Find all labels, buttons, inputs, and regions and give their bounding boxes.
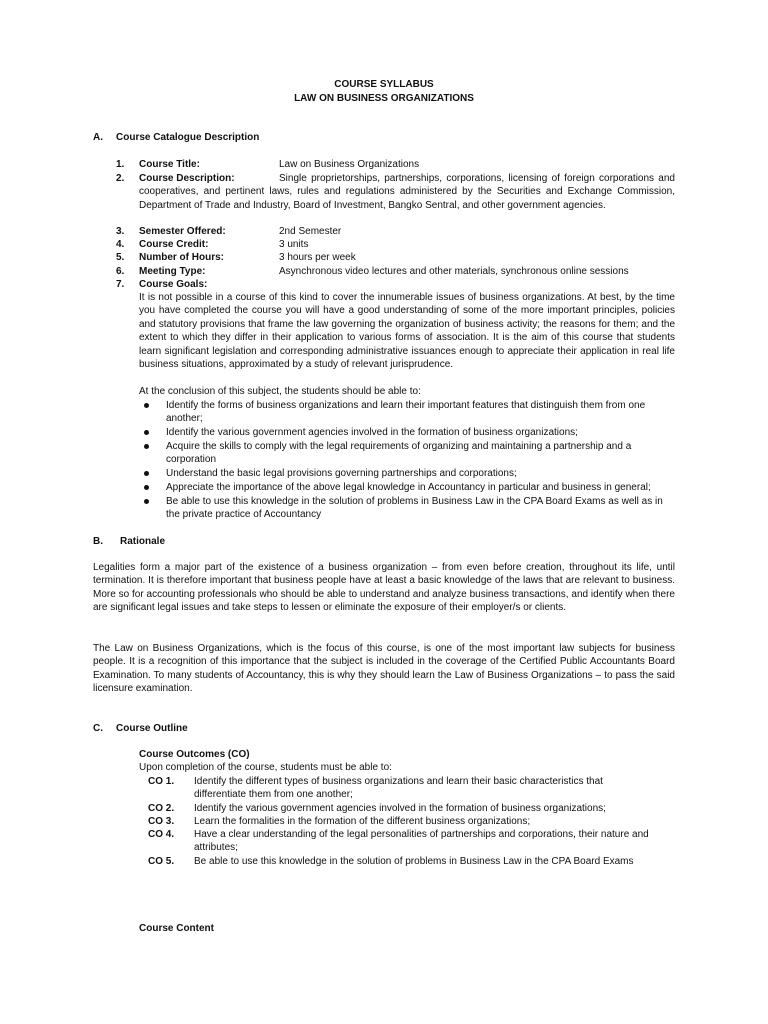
section-c-title: Course Outline <box>116 723 188 734</box>
outcome-code: CO 5. <box>148 856 175 867</box>
course-goals-paragraph: It is not possible in a course of this kind to cover the innumerable issues of business organizations. At best, by the time you have completed the course you will have a good understanding of some of the more important principles, policies and statutory provisions that frame the law governing the organization of business activity; the reasons for them; and the extent to which they differ in their application to various forms of association. It is the aim of this course that students learn significant legislation and corresponding administrative issuances enough to appreciate their application in real life business situations, approximated by a study of relevant jurisprudence. <box>139 292 675 371</box>
course-outcomes-heading: Course Outcomes (CO) <box>139 749 250 760</box>
outcome-text: Learn the formalities in the formation of the different business organizations; <box>194 816 531 827</box>
course-description-value: Single proprietorships, partnerships, corporations, licensing of foreign corporations and cooperatives, and pertinent laws, rules and regulations administered by the Securities and Exchange Commission, Department of Trade and Industry, Board of Investment, Bangko Sentral, and other government agencies. <box>139 173 675 211</box>
outcome-text: Identify the different types of business organizations and learn their basic characteristics that differentiate them from one another; <box>194 776 603 801</box>
outcome-text: Identify the various government agencies involved in the formation of business organizations; <box>194 803 606 814</box>
bullet-icon <box>144 499 149 504</box>
rationale-paragraph-1: Legalities form a major part of the existence of a business organization – from even before creation, throughout its life, until termination. It is therefore important that business people have at least a basic knowledge of the laws that are relevant to business. More so for accounting professionals who should be able to understand and analyze business transactions, and identify when there are significant legal issues and take steps to lessen or eliminate the exposure of their employer/s or clients. <box>93 562 675 614</box>
meeting-type-label: Meeting Type: <box>139 266 206 277</box>
goal-bullet: Identify the various government agencies involved in the formation of business organizations; <box>166 427 578 438</box>
item-number: 4. <box>116 239 125 250</box>
meeting-type-value: Asynchronous video lectures and other materials, synchronous online sessions <box>279 266 629 277</box>
bullet-icon <box>144 471 149 476</box>
bullet-icon <box>144 444 149 449</box>
bullet-icon <box>144 403 149 408</box>
item-number: 3. <box>116 226 125 237</box>
course-credit-label: Course Credit: <box>139 239 209 250</box>
conclusion-intro: At the conclusion of this subject, the students should be able to: <box>139 386 421 397</box>
goal-bullet: Appreciate the importance of the above legal knowledge in Accountancy in particular and business in general; <box>166 482 651 493</box>
semester-offered-label: Semester Offered: <box>139 226 226 237</box>
course-goals-label: Course Goals: <box>139 279 208 290</box>
outcome-text: Be able to use this knowledge in the solution of problems in Business Law in the CPA Board Exams <box>194 856 634 867</box>
outcome-code: CO 2. <box>148 803 175 814</box>
course-description-label: Course Description: <box>139 173 235 184</box>
rationale-paragraph-2: The Law on Business Organizations, which is the focus of this course, is one of the most important law subjects for business people. It is a recognition of this importance that the subject is included in the coverage of the Certified Public Accountants Board Examination. To many students of Accountancy, this is why they should learn the Law of Business Organizations – to pass the said licensure examination. <box>93 643 675 695</box>
item-number: 1. <box>116 159 125 170</box>
outcome-code: CO 1. <box>148 776 175 787</box>
goal-bullet: Understand the basic legal provisions governing partnerships and corporations; <box>166 468 517 479</box>
goal-bullet: Be able to use this knowledge in the solution of problems in Business Law in the CPA Board Exams as well as in the private practice of Accountancy <box>166 496 663 521</box>
item-number: 7. <box>116 279 125 290</box>
outcome-code: CO 3. <box>148 816 175 827</box>
course-outcomes-intro: Upon completion of the course, students must be able to: <box>139 762 392 773</box>
outcome-text: Have a clear understanding of the legal personalities of partnerships and corporations, their nature and attributes; <box>194 829 649 854</box>
outcome-code: CO 4. <box>148 829 175 840</box>
section-c-letter: C. <box>93 723 103 734</box>
number-of-hours-label: Number of Hours: <box>139 252 224 263</box>
course-title-value: Law on Business Organizations <box>279 159 420 170</box>
course-title-label: Course Title: <box>139 159 200 170</box>
section-b-title: Rationale <box>120 536 166 547</box>
goal-bullet: Acquire the skills to comply with the legal requirements of organizing and maintaining a partnership and a corporation <box>166 441 632 466</box>
item-number: 5. <box>116 252 125 263</box>
document-title: COURSE SYLLABUS <box>334 79 434 90</box>
bullet-icon <box>144 430 149 435</box>
document-subtitle: LAW ON BUSINESS ORGANIZATIONS <box>294 93 474 104</box>
number-of-hours-value: 3 hours per week <box>279 252 356 263</box>
section-b-letter: B. <box>93 536 103 547</box>
section-a-letter: A. <box>93 132 103 143</box>
course-description <box>139 172 675 212</box>
semester-offered-value: 2nd Semester <box>279 226 342 237</box>
section-a-title: Course Catalogue Description <box>116 132 260 143</box>
goal-bullet: Identify the forms of business organizations and learn their important features that distinguish them from one another; <box>166 400 646 425</box>
item-number: 2. <box>116 173 125 184</box>
bullet-icon <box>144 485 149 490</box>
course-content-heading: Course Content <box>139 923 214 934</box>
item-number: 6. <box>116 266 125 277</box>
course-credit-value: 3 units <box>279 239 309 250</box>
